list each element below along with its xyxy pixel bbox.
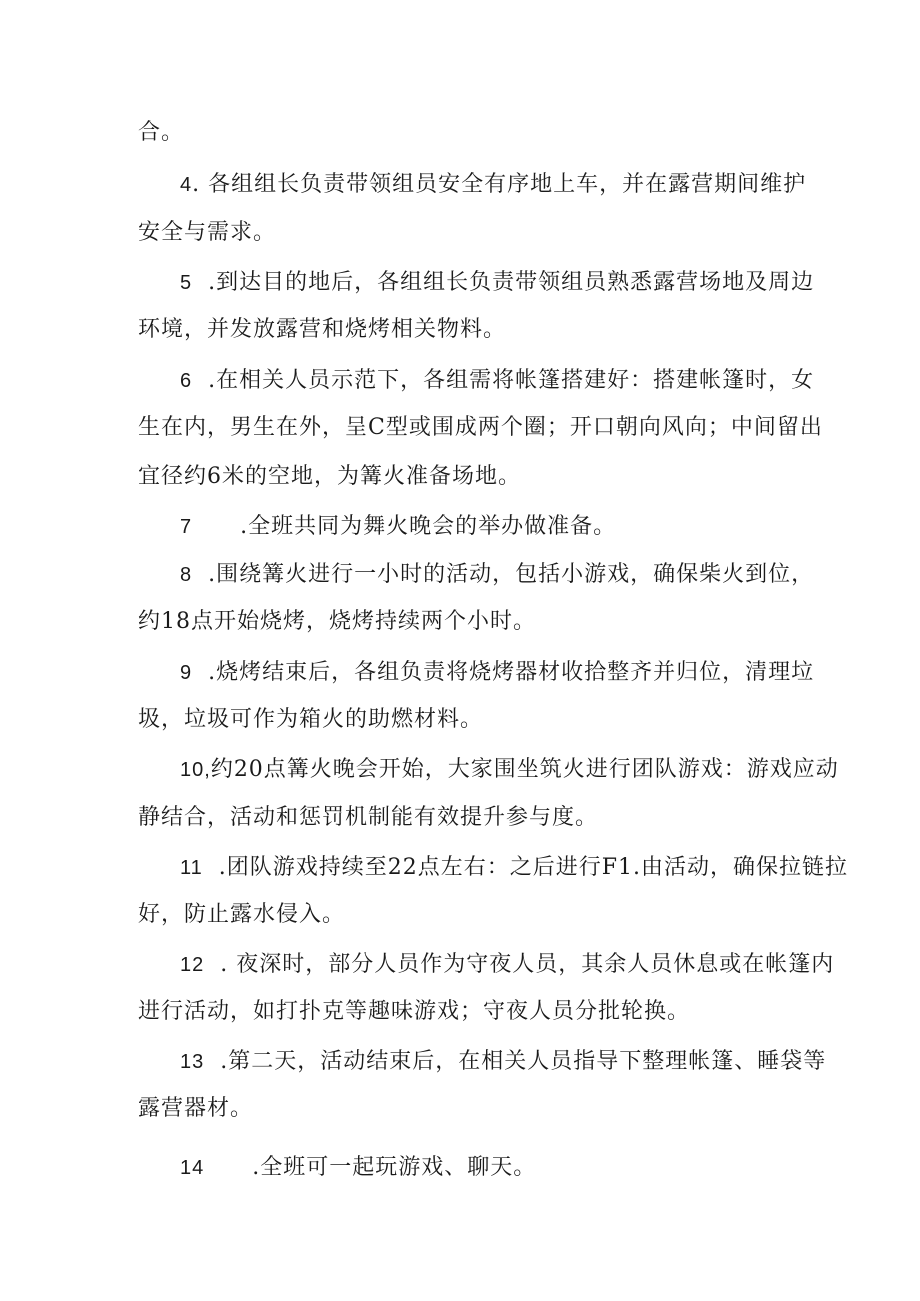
item-number: 5 — [180, 272, 193, 294]
line-text: 进行活动，如打扑克等趣味游戏；守夜人员分批轮换。 — [138, 999, 691, 1024]
paragraph-line — [138, 607, 536, 637]
paragraph-line — [138, 997, 690, 1027]
line-text: 圾，垃圾可作为箱火的助燃材料。 — [138, 707, 484, 732]
paragraph-line — [138, 315, 506, 345]
paragraph-line — [138, 1094, 253, 1124]
item-number: 12 — [180, 954, 205, 976]
list-item-10 — [180, 755, 839, 785]
paragraph-line — [138, 705, 483, 735]
paragraph-line — [138, 413, 823, 443]
line-text: .全班可一起玩游戏、聊天。 — [252, 1155, 537, 1180]
list-item-9 — [180, 658, 814, 688]
line-text: .全班共同为舞火晚会的举办做准备。 — [240, 514, 617, 539]
item-number: 8 — [180, 564, 193, 586]
item-number: 13 — [180, 1051, 205, 1073]
line-text: 约20点篝火晚会开始，大家围坐筑火进行团队游戏：游戏应动 — [210, 757, 839, 782]
item-number: 11 — [180, 857, 203, 879]
item-number: 7 — [180, 516, 193, 538]
line-text: 安全与需求。 — [138, 220, 277, 245]
paragraph-line — [138, 218, 276, 248]
line-text: 约18点开始烧烤，烧烤持续两个小时。 — [138, 609, 536, 634]
line-text: . 夜深时，部分人员作为守夜人员，其余人员休息或在帐篷内 — [212, 952, 835, 977]
list-item-5 — [180, 268, 814, 298]
line-text: 宜径约6米的空地，为篝火准备场地。 — [138, 464, 521, 489]
line-text: .第二天，活动结束后，在相关人员指导下整理帐篷、睡袋等 — [212, 1049, 827, 1074]
line-text: .在相关人员示范下，各组需将帐篷搭建好：搭建帐篷时，女 — [200, 368, 815, 393]
list-item-12 — [180, 950, 834, 980]
list-item-14 — [180, 1153, 536, 1183]
list-item-13 — [180, 1047, 826, 1077]
item-number: 4 — [180, 174, 193, 196]
list-item-11 — [180, 853, 848, 883]
line-text: 静结合，活动和惩罚机制能有效提升参与度。 — [138, 805, 599, 830]
list-item-6 — [180, 366, 814, 396]
list-item-8 — [180, 560, 814, 590]
line-text: .到达目的地后，各组组长负责带领组员熟悉露营场地及周边 — [200, 270, 815, 295]
line-text: .团队游戏持续至22点左右：之后进行F1.由活动，确保拉链拉 — [210, 855, 849, 880]
list-item-4 — [180, 170, 806, 200]
line-text: 露营器材。 — [138, 1096, 254, 1121]
line-text: 合。 — [138, 120, 185, 145]
paragraph-line — [138, 118, 184, 148]
line-text: 生在内，男生在外，呈C型或围成两个圈；开口朝向风向；中间留出 — [138, 415, 823, 440]
list-item-7 — [180, 512, 616, 542]
item-number: 14 — [180, 1157, 205, 1179]
paragraph-line — [138, 803, 598, 833]
item-number: 9 — [180, 662, 193, 684]
item-number: 6 — [180, 370, 193, 392]
item-number: 10, — [180, 759, 211, 781]
paragraph-line — [138, 900, 345, 930]
line-text: .围绕篝火进行一小时的活动，包括小游戏，确保柴火到位， — [200, 562, 815, 587]
line-text: .烧烤结束后，各组负责将烧烤器材收拾整齐并归位，清理垃 — [200, 660, 815, 685]
paragraph-line — [138, 462, 521, 492]
line-text: 环境，并发放露营和烧烤相关物料。 — [138, 317, 507, 342]
line-text: 好，防止露水侵入。 — [138, 902, 346, 927]
line-text: . 各组组长负责带领组员安全有序地上车，并在露营期间维护 — [192, 172, 807, 197]
